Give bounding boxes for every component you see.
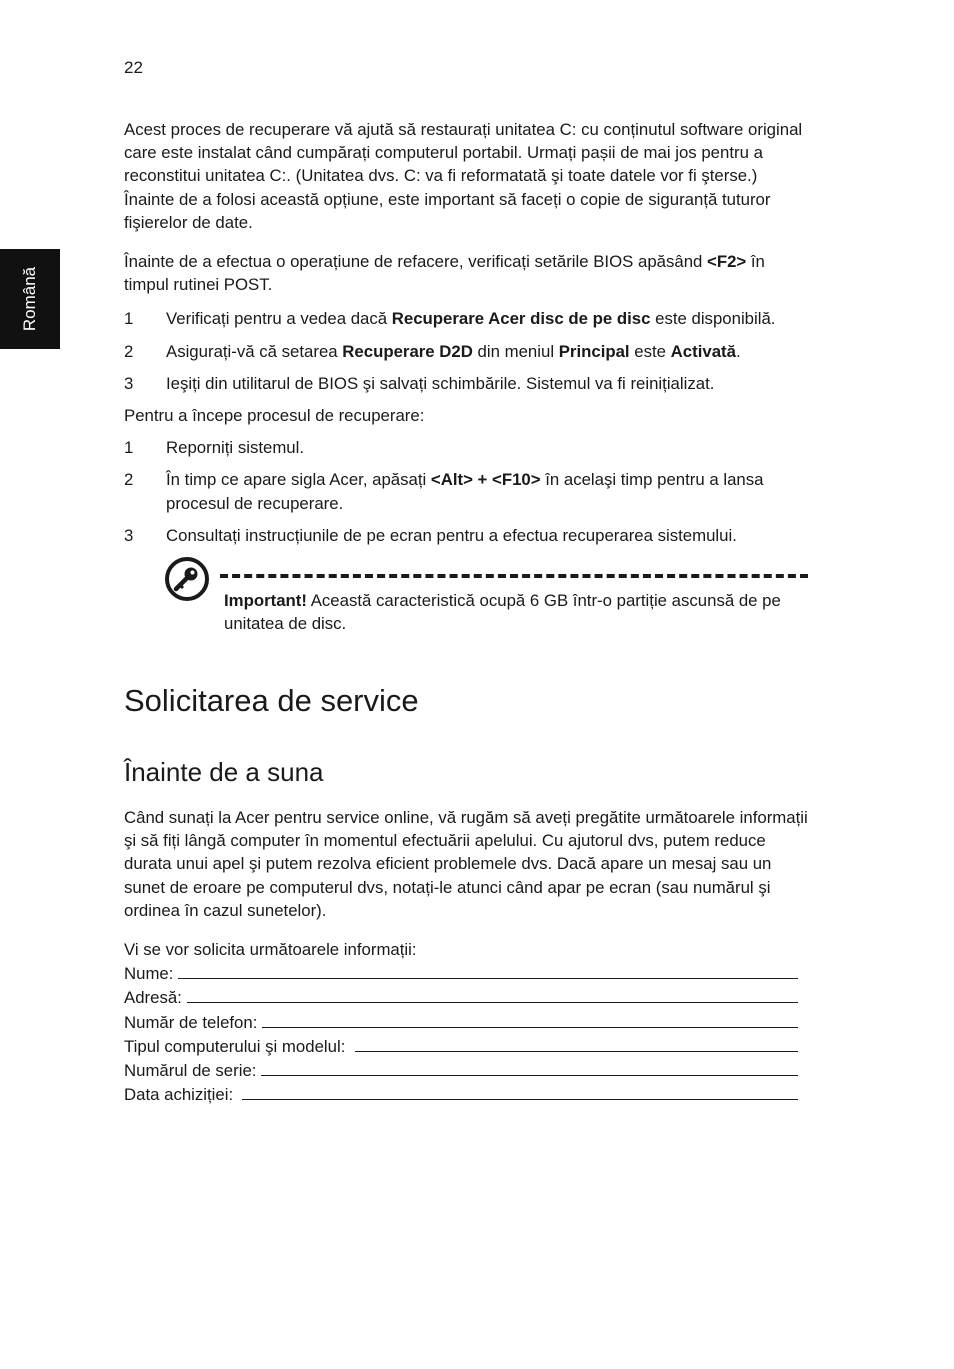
start-paragraph: Pentru a începe procesul de recuperare: xyxy=(124,406,425,426)
blank-line xyxy=(355,1034,798,1052)
form-intro: Vi se vor solicita următoarele informații: xyxy=(124,940,417,960)
bios-steps-list xyxy=(124,307,808,395)
language-tab xyxy=(0,249,60,349)
subsection-heading: Înainte de a suna xyxy=(124,757,324,788)
blank-line xyxy=(262,1010,798,1028)
page-content xyxy=(124,118,808,1106)
note-divider xyxy=(220,574,808,578)
key-icon xyxy=(164,556,210,602)
form-field-serial: Numărul de serie: xyxy=(124,1058,808,1082)
list-item: 1 Reporniți sistemul. xyxy=(124,438,305,458)
form-field-phone: Număr de telefon: xyxy=(124,1010,808,1034)
language-tab-label: Română xyxy=(20,266,39,332)
list-item: 2 În timp ce apare sigla Acer, apăsați <Alt> + <F10> în acelaşi timp pentru a lansa procesul de recuperare. xyxy=(124,470,764,513)
blank-line xyxy=(178,961,798,979)
important-note xyxy=(124,556,808,648)
form-field-model: Tipul computerului şi modelul: xyxy=(124,1034,808,1058)
form-field-name: Nume: xyxy=(124,961,808,985)
section-heading: Solicitarea de service xyxy=(124,683,419,719)
list-item: 3 Consultați instrucțiunile de pe ecran pentru a efectua recuperarea sistemului. xyxy=(124,525,737,545)
list-item: 3 Ieşiți din utilitarul de BIOS şi salvați schimbările. Sistemul va fi reinițializat. xyxy=(124,373,715,393)
list-item: 1 Verificați pentru a vedea dacă Recuperare Acer disc de pe disc este disponibilă. xyxy=(124,309,776,329)
intro-paragraph: Acest proces de recuperare vă ajută să restaurați unitatea C: cu conținutul software original care este instalat când cumpărați computerul portabil. Urmați pașii de mai jos pentru a reconstitui unitatea C:. (Unitatea dvs. C: va fi reformatată şi toate datele vor fi şterse.) Înainte de a folosi această opțiune, este important să faceți o copie de siguranță tuturor fişierelor de date. xyxy=(124,120,803,232)
list-item: 2 Asigurați-vă că setarea Recuperare D2D din meniul Principal este Activată. xyxy=(124,341,741,361)
note-text: Important! Această caracteristică ocupă 6 GB într-o partiție ascunsă de pe unitatea de disc. xyxy=(224,591,781,634)
bios-paragraph: Înainte de a efectua o operațiune de refacere, verificați setările BIOS apăsând <F2> în timpul rutinei POST. xyxy=(124,252,765,295)
form-field-purchase-date: Data achiziției: xyxy=(124,1082,808,1106)
f2-key: <F2> xyxy=(707,252,747,272)
blank-line xyxy=(261,1058,798,1076)
form-field-address: Adresă: xyxy=(124,985,808,1009)
blank-line xyxy=(242,1082,798,1100)
recovery-steps-list xyxy=(124,436,808,547)
blank-line xyxy=(187,985,799,1003)
page-number: 22 xyxy=(124,58,143,77)
call-paragraph: Când sunați la Acer pentru service online, vă rugăm să aveți pregătite următoarele informații şi să fiți lângă computer în momentul efectuării apelului. Cu ajutorul dvs, putem reduce durata unui apel şi putem rezolva eficient problemele dvs. Dacă apare un mesaj sau un sunet de eroare pe computerul dvs, notați-le atunci când apar pe ecran (sau numărul şi ordinea în cazul sunetelor). xyxy=(124,808,808,920)
